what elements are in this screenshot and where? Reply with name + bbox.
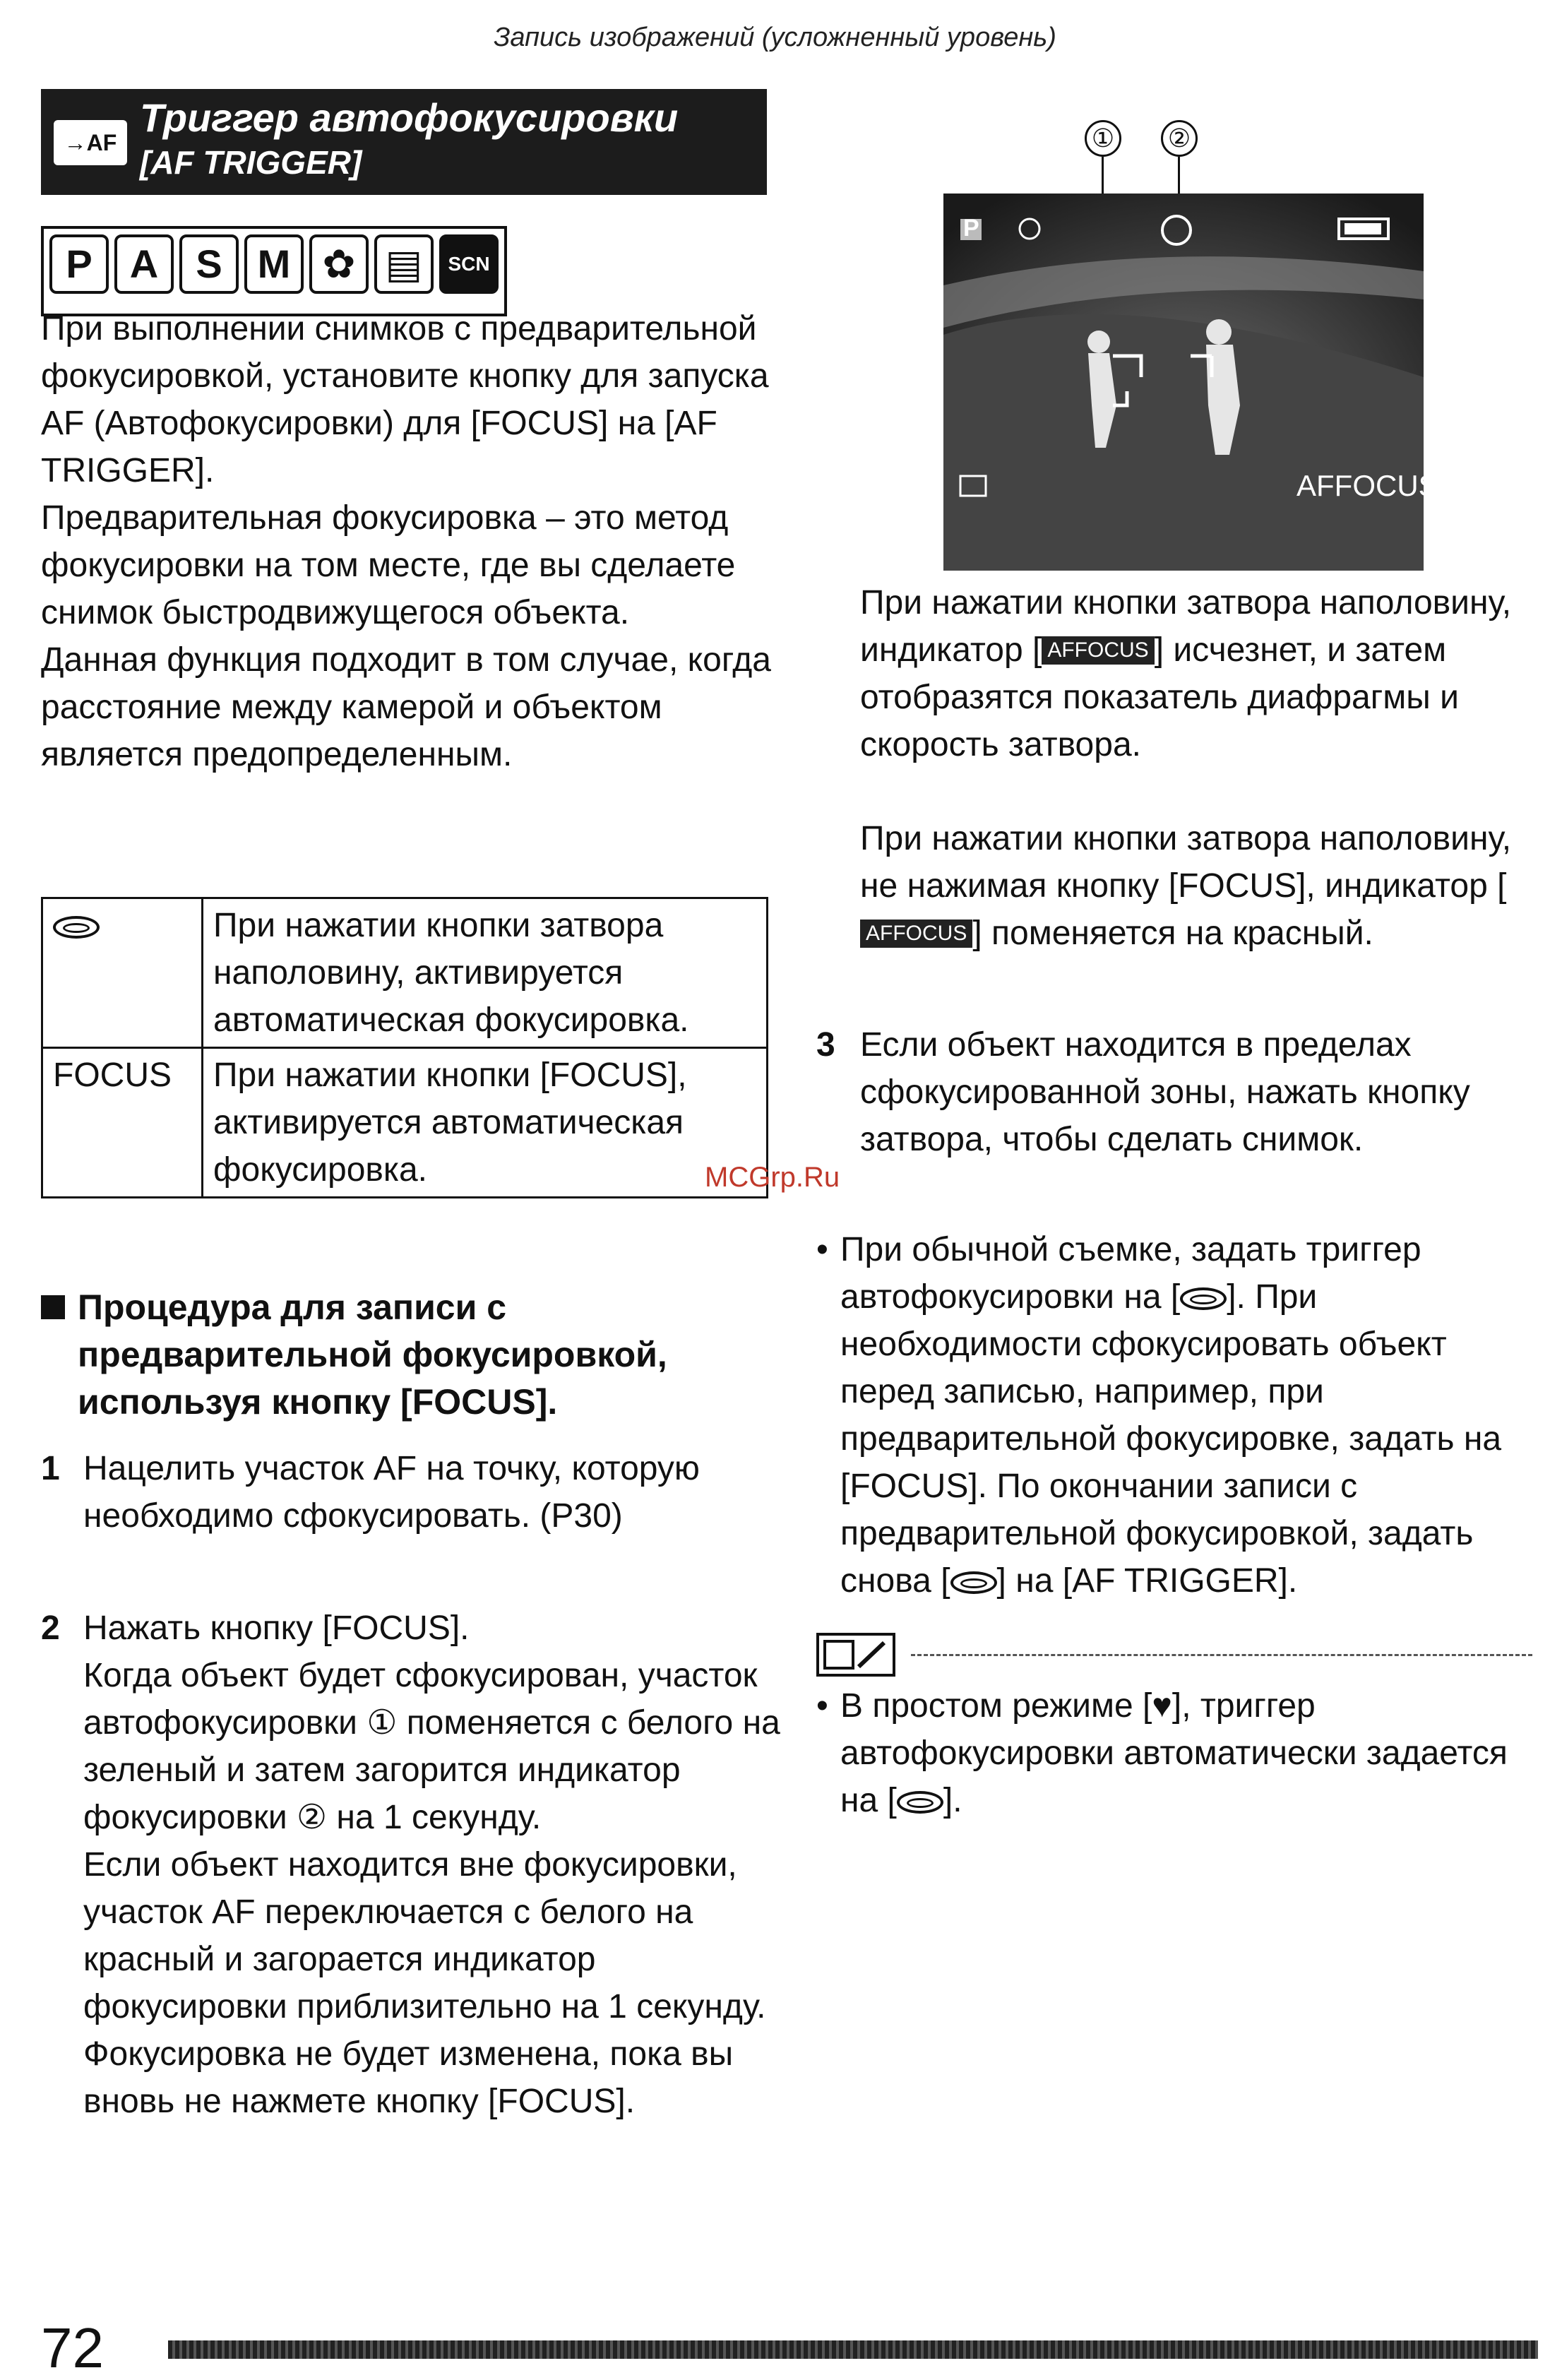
screen-mode-label: P — [963, 215, 979, 242]
title-line-1: Триггер автофокусировки — [140, 95, 679, 140]
mode-a-icon: A — [114, 234, 174, 294]
mode-m-icon: M — [244, 234, 304, 294]
macro-mode-icon: ✿ — [309, 234, 369, 294]
right-text-segment: ] исчезнет, и затем отобразятся показатель диафрагмы и скорость затвора. — [860, 631, 1459, 763]
step-3 — [816, 1021, 1537, 1163]
step-1 — [41, 1445, 782, 1540]
intro-paragraph: При выполнении снимков с предварительной фокусировкой, установите кнопку для запуска AF (Автофокусировки) для [FOCUS] на [AF TRIGGER]. — [41, 310, 769, 489]
bullet-text — [840, 1682, 1537, 1824]
bullet-text-segment: ], триггер автофокусировки автоматически задается на [ — [840, 1687, 1508, 1819]
table-desc-cell: При нажатии кнопки затвора наполовину, активируется автоматическая фокусировка. — [203, 898, 768, 1048]
bullet-dot-icon: • — [816, 1231, 828, 1268]
bullet-text-segment: В простом режиме [ — [840, 1687, 1152, 1725]
applicable-modes — [41, 226, 507, 316]
note-pencil-icon — [819, 1636, 893, 1674]
page-title — [140, 95, 678, 184]
step-2 — [41, 1605, 782, 2125]
scene-mode-icon: SCN — [439, 234, 499, 294]
mode-s-icon: S — [179, 234, 239, 294]
right-text-1 — [860, 579, 1538, 768]
table-row — [42, 1048, 768, 1198]
bullet-text-segment: ] на [AF TRIGGER]. — [996, 1562, 1298, 1600]
movie-mode-icon: ▤ — [374, 234, 434, 294]
callout-1: ① — [1085, 120, 1121, 157]
callout-2: ② — [1161, 120, 1198, 157]
mode-p-icon: P — [49, 234, 109, 294]
bullet-text — [840, 1226, 1537, 1605]
bullet-text-segment: ]. При необходимости сфокусировать объект перед записью, например, при предварительной фокусировке, задать на [FOCUS]. По окончании записи с предварительной фокусировкой, задать снова [ — [840, 1278, 1502, 1600]
bullet-text-segment: ]. — [943, 1782, 962, 1819]
shutter-button-icon — [53, 916, 100, 939]
right-text-segment: ] поменяется на красный. — [972, 915, 1373, 952]
camera-screen-image — [943, 194, 1424, 571]
bullet-note-1 — [816, 1226, 1537, 1605]
section-heading — [41, 1284, 782, 1426]
section-heading-text: Процедура для записи с предварительной фокусировкой, используя кнопку [FOCUS]. — [78, 1287, 667, 1422]
table-key-cell: FOCUS — [42, 1048, 203, 1198]
table-key-cell — [42, 898, 203, 1048]
title-line-2: [AF TRIGGER] — [140, 144, 362, 181]
square-bullet-icon — [41, 1295, 65, 1319]
note-divider — [911, 1654, 1532, 1656]
step-paragraph: Если объект находится вне фокусировки, участок AF переключается с белого на красный и загорается индикатор фокусировки приблизительно на 1 секунду. Фокусировка не будет изменена, пока вы вновь не нажмете кнопку [FOCUS]. — [83, 1846, 766, 2120]
step-text: Нажать кнопку [FOCUS]. — [83, 1610, 470, 1647]
shutter-button-icon — [950, 1571, 997, 1594]
bullet-text-segment: При обычной съемке, задать триггер автофокусировки на [ — [840, 1231, 1421, 1316]
right-text-segment: При нажатии кнопки затвора наполовину, не нажимая кнопку [FOCUS], индикатор [ — [860, 820, 1512, 905]
step-number: 3 — [816, 1026, 835, 1064]
af-focus-badge: AFFOCUS — [860, 920, 972, 948]
intro-paragraph: Данная функция подходит в том случае, когда расстояние между камерой и объектом является предопределенным. — [41, 641, 771, 773]
bullet-note-2 — [816, 1682, 1537, 1824]
intro-paragraph: Предварительная фокусировка – это метод фокусировки на том месте, где вы сделаете снимок быстродвижущегося объекта. — [41, 499, 736, 631]
af-focus-badge: AFFOCUS — [1042, 636, 1154, 665]
running-head: Запись изображений (усложненный уровень) — [494, 23, 1056, 52]
screen-af-focus-label: AFFOCUS — [1296, 469, 1438, 502]
footer-rule — [168, 2340, 1538, 2359]
shutter-button-icon — [897, 1791, 943, 1814]
step-text: Если объект находится в пределах сфокусированной зоны, нажать кнопку затвора, чтобы сделать снимок. — [860, 1026, 1470, 1158]
table-row — [42, 898, 768, 1048]
page-number: 72 — [41, 2316, 104, 2379]
shutter-button-icon — [1180, 1287, 1227, 1310]
right-text-segment: При нажатии кнопки затвора наполовину, индикатор [ — [860, 584, 1512, 669]
heart-icon: ♥ — [1152, 1687, 1172, 1725]
step-number: 1 — [41, 1450, 60, 1487]
step-paragraph: Когда объект будет сфокусирован, участок автофокусировки ① поменяется с белого на зеленый и затем загорится индикатор фокусировки ② на 1 секунду. — [83, 1657, 780, 1836]
af-trigger-icon: →AF — [54, 120, 127, 165]
right-text-2 — [860, 815, 1538, 957]
bullet-dot-icon: • — [816, 1687, 828, 1725]
settings-table — [41, 897, 768, 1198]
camera-screen-photo — [943, 194, 1438, 571]
step-number: 2 — [41, 1610, 60, 1647]
note-icon — [816, 1633, 895, 1677]
table-desc-cell: При нажатии кнопки [FOCUS], активируется автоматическая фокусировка. — [203, 1048, 768, 1198]
step-text: Нацелить участок AF на точку, которую необходимо сфокусировать. (P30) — [83, 1450, 700, 1535]
section-title-bar — [41, 89, 767, 195]
watermark: MCGrp.Ru — [705, 1162, 840, 1193]
intro-text — [41, 305, 775, 778]
